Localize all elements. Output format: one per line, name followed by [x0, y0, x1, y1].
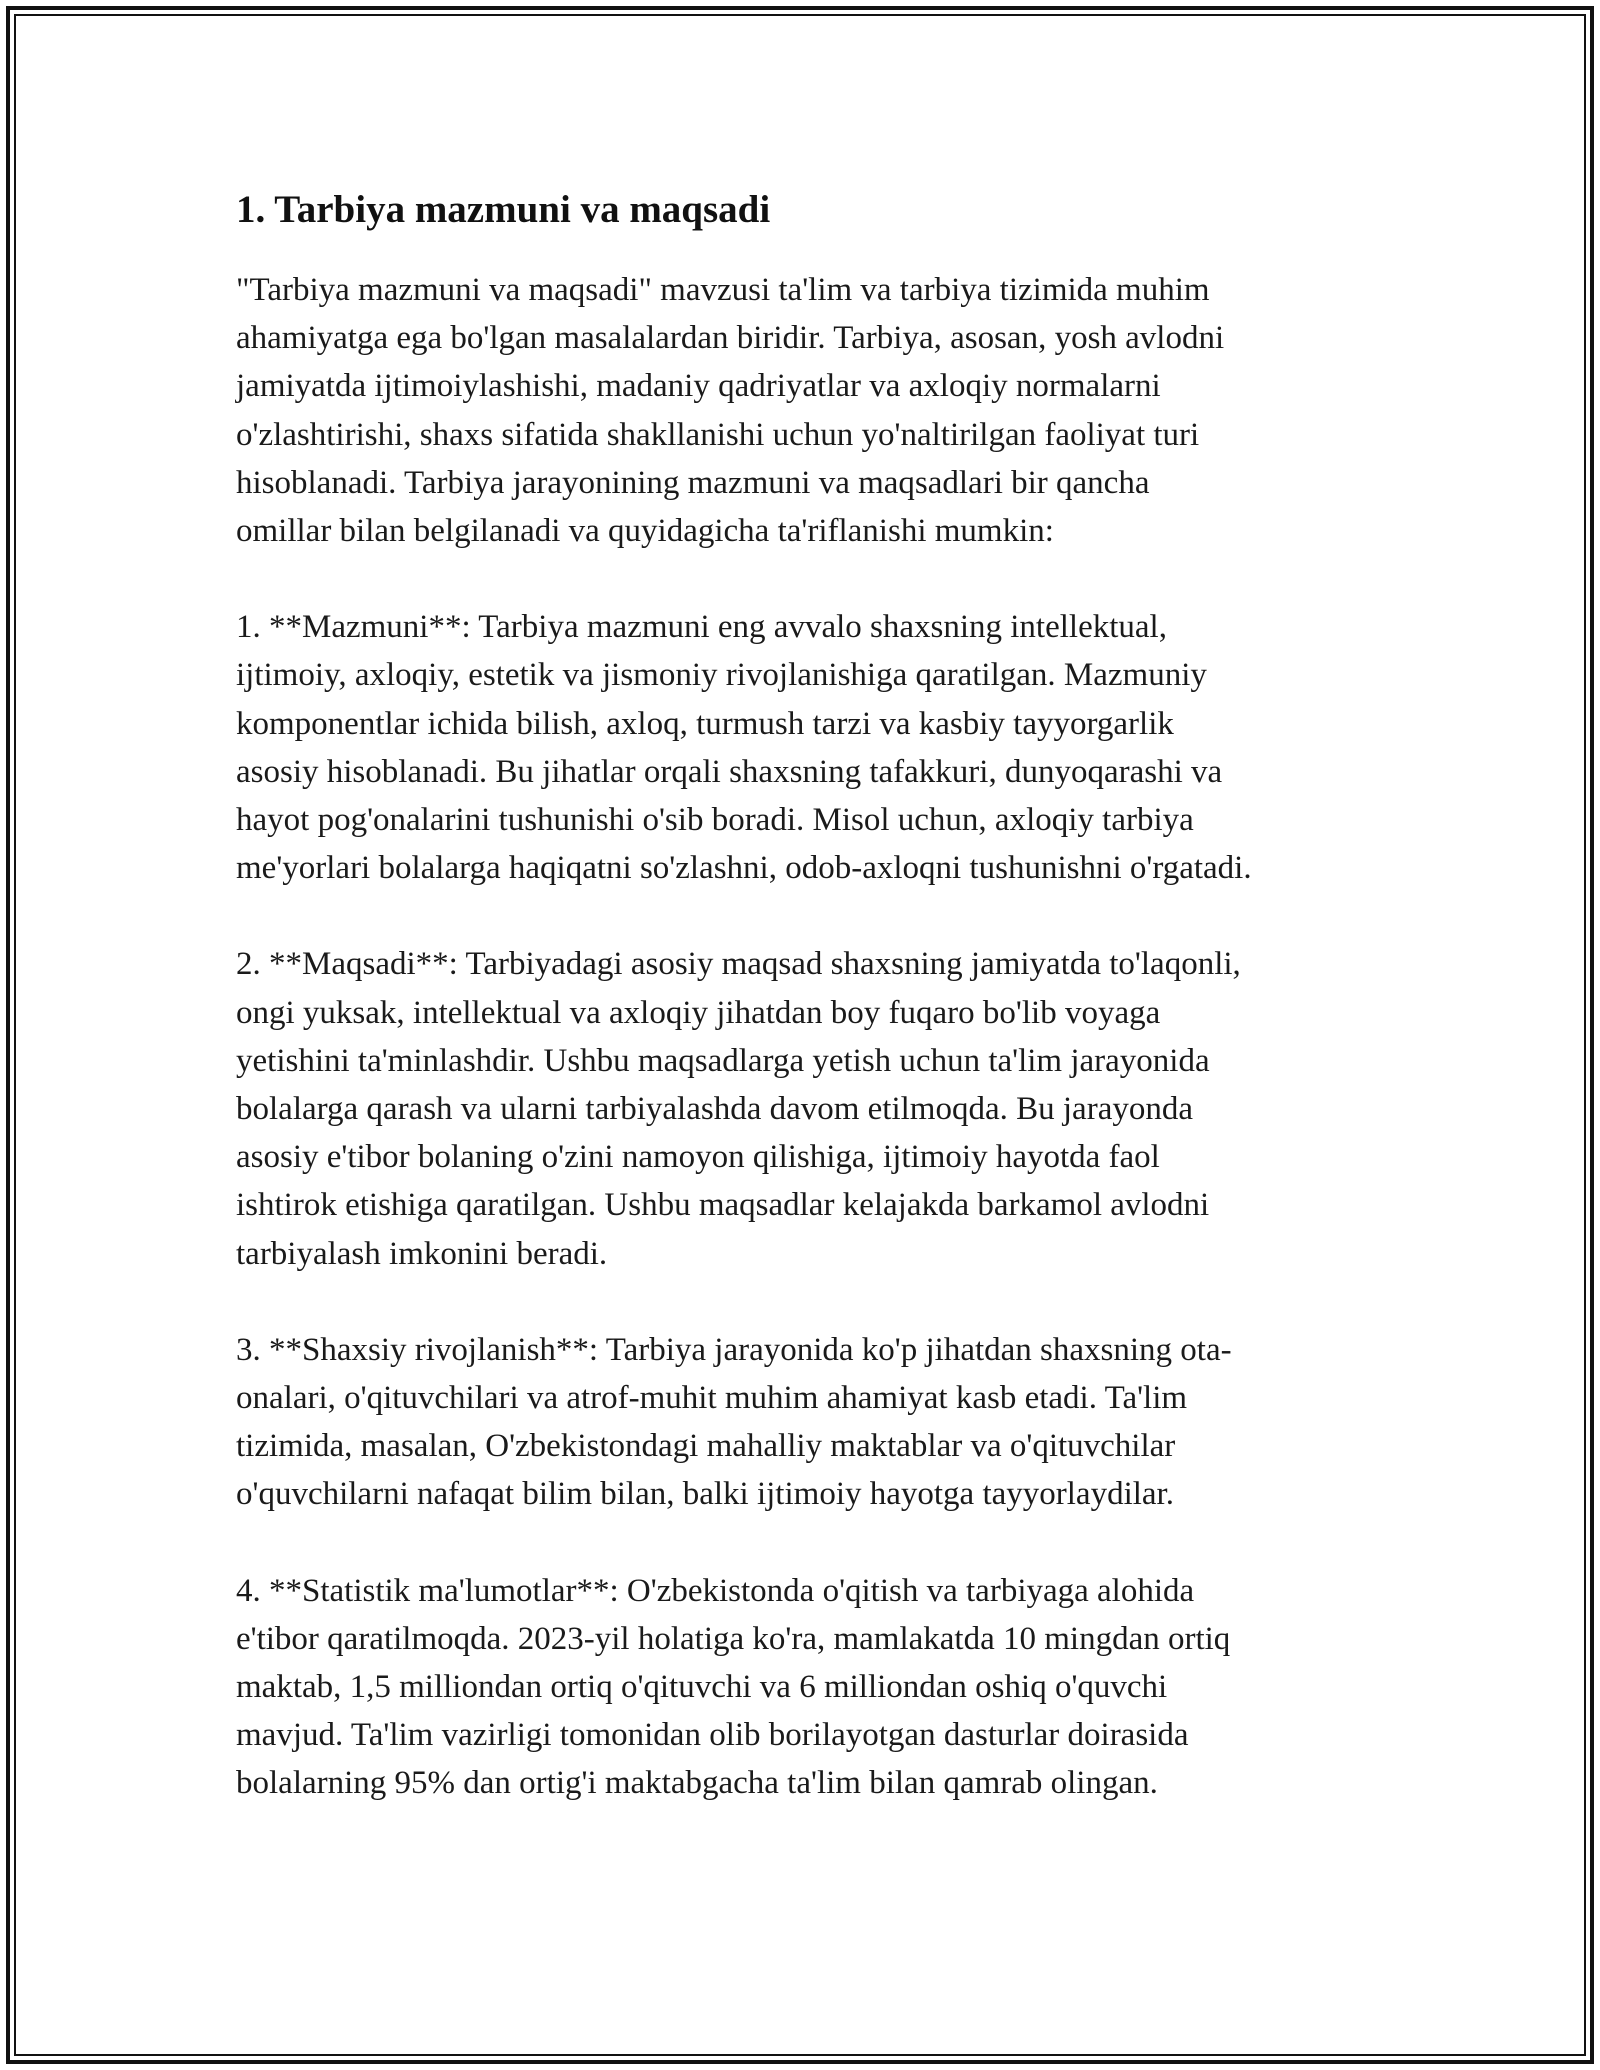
section-mazmuni-paragraph — [236, 603, 1386, 892]
text-line: omillar bilan belgilanadi va quyidagicha ta'riflanishi mumkin: — [236, 513, 1054, 550]
text-line: bolalarga qarash va ularni tarbiyalashda davom etilmoqda. Bu jarayonda — [236, 1091, 1193, 1128]
text-line: asosiy hisoblanadi. Bu jihatlar orqali shaxsning tafakkuri, dunyoqarashi va — [236, 753, 1223, 790]
text-line: 3. **Shaxsiy rivojlanish**: Tarbiya jarayonida ko'p jihatdan shaxsning ota- — [236, 1331, 1232, 1368]
text-line: 1. **Mazmuni**: Tarbiya mazmuni eng avvalo shaxsning intellektual, — [236, 609, 1167, 646]
text-line: e'tibor qaratilmoqda. 2023-yil holatiga ko'ra, mamlakatda 10 mingdan ortiq — [236, 1620, 1231, 1657]
text-line: 2. **Maqsadi**: Tarbiyadagi asosiy maqsad shaxsning jamiyatda to'laqonli, — [236, 946, 1241, 983]
text-line: me'yorlari bolalarga haqiqatni so'zlashni, odob-axloqni tushunishni o'rgatadi. — [236, 850, 1252, 887]
text-line: yetishini ta'minlashdir. Ushbu maqsadlarga yetish uchun ta'lim jarayonida — [236, 1042, 1210, 1079]
text-line: bolalarning 95% dan ortig'i maktabgacha ta'lim bilan qamrab olingan. — [236, 1765, 1158, 1802]
text-line: o'quvchilarni nafaqat bilim bilan, balki ijtimoiy hayotga tayyorlaydilar. — [236, 1476, 1174, 1513]
text-line: asosiy e'tibor bolaning o'zini namoyon qilishiga, ijtimoiy hayotda faol — [236, 1139, 1160, 1176]
text-line: jamiyatda ijtimoiylashishi, madaniy qadriyatlar va axloqiy normalarni — [236, 368, 1161, 405]
text-line: onalari, o'qituvchilari va atrof-muhit muhim ahamiyat kasb etadi. Ta'lim — [236, 1380, 1188, 1417]
text-line: komponentlar ichida bilish, axloq, turmush tarzi va kasbiy tayyorgarlik — [236, 705, 1174, 742]
text-line: hayot pog'onalarini tushunishi o'sib boradi. Misol uchun, axloqiy tarbiya — [236, 802, 1194, 839]
text-line: 4. **Statistik ma'lumotlar**: O'zbekistonda o'qitish va tarbiyaga alohida — [236, 1572, 1195, 1609]
section-statistik-paragraph — [236, 1567, 1386, 1808]
section-shaxsiy-rivojlanish-paragraph — [236, 1326, 1386, 1519]
text-line: ishtirok etishiga qaratilgan. Ushbu maqsadlar kelajakda barkamol avlodni — [236, 1187, 1210, 1224]
text-line: tizimida, masalan, O'zbekistondagi mahalliy maktablar va o'qituvchilar — [236, 1428, 1176, 1465]
text-line: o'zlashtirishi, shaxs sifatida shakllanishi uchun yo'naltirilgan faoliyat turi — [236, 416, 1200, 453]
text-line: mavjud. Ta'lim vazirligi tomonidan olib borilayotgan dasturlar doirasida — [236, 1717, 1189, 1754]
text-line: ijtimoiy, axloqiy, estetik va jismoniy rivojlanishiga qaratilgan. Mazmuniy — [236, 657, 1207, 694]
document-title: 1. Tarbiya mazmuni va maqsadi — [236, 188, 771, 231]
section-maqsadi-paragraph — [236, 940, 1386, 1277]
text-line: hisoblanadi. Tarbiya jarayonining mazmuni va maqsadlari bir qancha — [236, 464, 1150, 501]
document-body — [236, 186, 1386, 1856]
intro-paragraph — [236, 266, 1386, 555]
text-line: tarbiyalash imkonini beradi. — [236, 1235, 608, 1272]
text-line: maktab, 1,5 milliondan ortiq o'qituvchi va 6 milliondan oshiq o'quvchi — [236, 1669, 1168, 1706]
text-line: ahamiyatga ega bo'lgan masalalardan biridir. Tarbiya, asosan, yosh avlodni — [236, 320, 1225, 357]
text-line: "Tarbiya mazmuni va maqsadi" mavzusi ta'lim va tarbiya tizimida muhim — [236, 272, 1210, 308]
text-line: ongi yuksak, intellektual va axloqiy jihatdan boy fuqaro bo'lib voyaga — [236, 994, 1161, 1031]
